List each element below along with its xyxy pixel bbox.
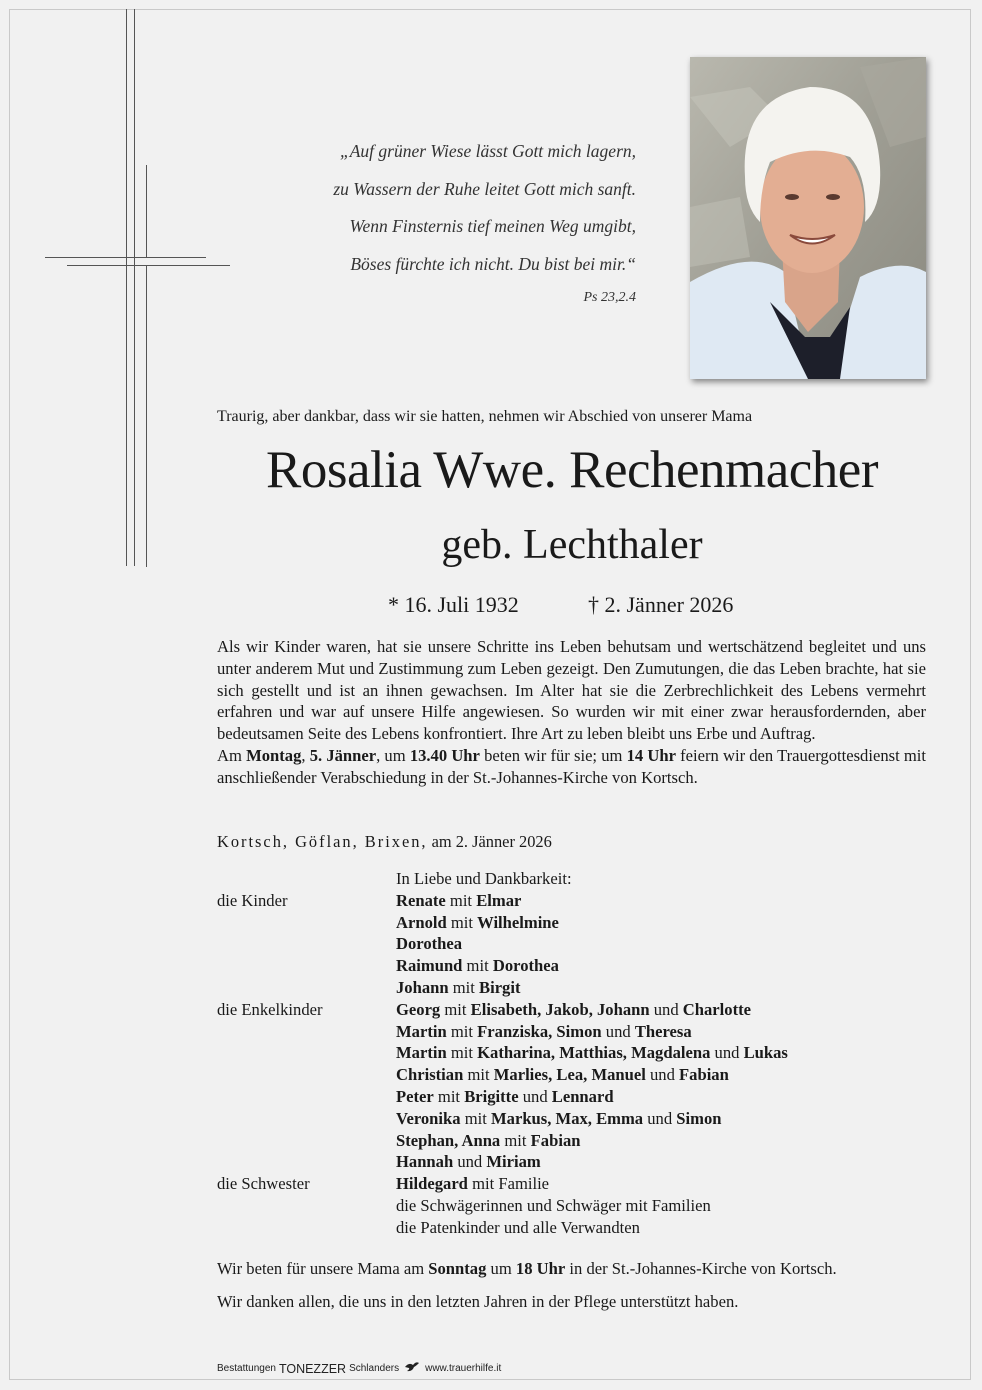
thanks-notice: Wir danken allen, die uns in den letzten Jahren in der Pflege unterstützt haben.	[217, 1292, 739, 1311]
mourner-row	[217, 977, 788, 999]
birth-date: * 16. Juli 1932	[388, 592, 519, 617]
cross-vertical-left	[146, 165, 147, 257]
relation-label: die Schwester	[217, 1174, 310, 1194]
mourner-row	[217, 890, 788, 912]
psalm-source: Ps 23,2.4	[583, 290, 636, 305]
mourner-names: die Schwägerinnen und Schwäger mit Familien	[396, 1195, 711, 1215]
mourner-row	[217, 1042, 788, 1064]
deceased-name: Rosalia Wwe. Rechenmacher	[266, 441, 878, 499]
mourner-names: Martin mit Franziska, Simon und Theresa	[396, 1021, 692, 1041]
relation-label: die Kinder	[217, 890, 288, 910]
cross-vertical-right	[146, 265, 147, 567]
relation-label	[217, 977, 396, 999]
mourner-names: Veronika mit Markus, Max, Emma und Simon	[396, 1108, 722, 1128]
quote-line: Böses fürchte ich nicht. Du bist bei mir.“	[350, 253, 636, 274]
quote-line: zu Wassern der Ruhe leitet Gott mich sanft.	[333, 178, 636, 199]
dove-icon	[404, 1361, 420, 1376]
relation-label	[217, 1021, 396, 1043]
mourner-row	[217, 912, 788, 934]
footer-prefix: Bestattungen	[217, 1363, 276, 1374]
mourner-row	[217, 1021, 788, 1043]
funeral-paragraph: Am Montag, 5. Jänner, um 13.40 Uhr beten wir für sie; um 14 Uhr feiern wir den Trauergottesdienst mit anschließender Verabschiedung in der St.-Johannes-Kirche von Kortsch.	[217, 745, 926, 787]
relation-label	[217, 955, 396, 977]
mourner-names: Arnold mit Wilhelmine	[396, 912, 559, 932]
signature-intro: In Liebe und Dankbarkeit:	[396, 869, 572, 888]
relation-label: die Enkelkinder	[217, 999, 323, 1019]
mourner-names: die Patenkinder und alle Verwandten	[396, 1217, 640, 1237]
mourner-names: Christian mit Marlies, Lea, Manuel und Fabian	[396, 1065, 729, 1085]
relation-label	[217, 1108, 396, 1130]
relation-label	[217, 933, 396, 955]
birth-name: geb. Lechthaler	[441, 522, 703, 568]
mourner-row	[217, 1130, 788, 1152]
psalm-quote	[260, 133, 636, 283]
mourner-row	[217, 1108, 788, 1130]
mourner-row	[217, 955, 788, 977]
relation-label	[217, 1217, 396, 1239]
mourner-row	[217, 999, 788, 1021]
mourner-row	[217, 1217, 788, 1239]
mourner-names: Johann mit Birgit	[396, 977, 521, 997]
relation-label	[217, 1151, 396, 1173]
mourner-row	[217, 1064, 788, 1086]
place-date: Kortsch, Göflan, Brixen, am 2. Jänner 2026	[217, 832, 552, 851]
mourner-row	[217, 933, 788, 955]
mourner-names: Stephan, Anna mit Fabian	[396, 1130, 581, 1150]
relation-label	[217, 1086, 396, 1108]
vertical-line-1	[126, 9, 127, 566]
mourner-names: Raimund mit Dorothea	[396, 956, 559, 976]
footer-town: Schlanders	[349, 1363, 400, 1374]
mourner-row	[217, 1195, 788, 1217]
mourner-names: Martin mit Katharina, Matthias, Magdalena und Lukas	[396, 1043, 788, 1063]
mourner-names: Renate mit Elmar	[396, 890, 522, 910]
cross-beam-upper	[45, 257, 206, 258]
quote-line: Wenn Finsternis tief meinen Weg umgibt,	[349, 216, 636, 236]
relation-label	[217, 1042, 396, 1064]
mourners-list	[217, 868, 788, 1239]
portrait-photo	[690, 57, 926, 379]
mourner-names: Dorothea	[396, 934, 463, 954]
death-date: † 2. Jänner 2026	[588, 592, 734, 617]
intro-text: Traurig, aber dankbar, dass wir sie hatten, nehmen wir Abschied von unserer Mama	[217, 408, 753, 425]
prayer-notice: Wir beten für unsere Mama am Sonntag um 18 Uhr in der St.-Johannes-Kirche von Kortsch.	[217, 1259, 837, 1278]
mourner-row	[217, 1151, 788, 1173]
relation-label	[217, 1195, 396, 1217]
mourner-row	[217, 1086, 788, 1108]
obituary-body	[217, 636, 926, 789]
footer-url: www.trauerhilfe.it	[425, 1363, 502, 1374]
mourner-names: Peter mit Brigitte und Lennard	[396, 1086, 614, 1106]
relation-label	[217, 912, 396, 934]
vertical-line-2	[134, 9, 135, 566]
relation-label	[217, 1130, 396, 1152]
mourner-names: Hildegard mit Familie	[396, 1174, 550, 1194]
mourner-names: Georg mit Elisabeth, Jakob, Johann und Charlotte	[396, 999, 751, 1019]
mourner-row	[217, 1173, 788, 1195]
quote-line: „Auf grüner Wiese lässt Gott mich lagern,	[339, 141, 636, 161]
mourner-names: Hannah und Miriam	[396, 1152, 541, 1172]
footer-brand: TONEZZER	[278, 1361, 347, 1376]
footer	[217, 1361, 501, 1376]
relation-label	[217, 1064, 396, 1086]
cross-beam-lower	[67, 265, 230, 266]
memorial-paragraph: Als wir Kinder waren, hat sie unsere Schritte ins Leben behutsam und wertschätzend begleitet und uns unter anderem Mut und Zustimmung zum Leben gezeigt. Den Zumutungen, die das Leben brachte, hat sie sich gestellt und ist an ihnen gewachsen. Im Alter hat sie die Zerbrechlichkeit des Lebens vermehrt erfahren und war auf unsere Hilfe angewiesen. So wurden wir mit einer zwar herausfordernden, aber bedeutsamen Seite des Lebens konfrontiert. Ihre Art zu leben bleibt uns Erbe und Auftrag.	[217, 637, 926, 744]
